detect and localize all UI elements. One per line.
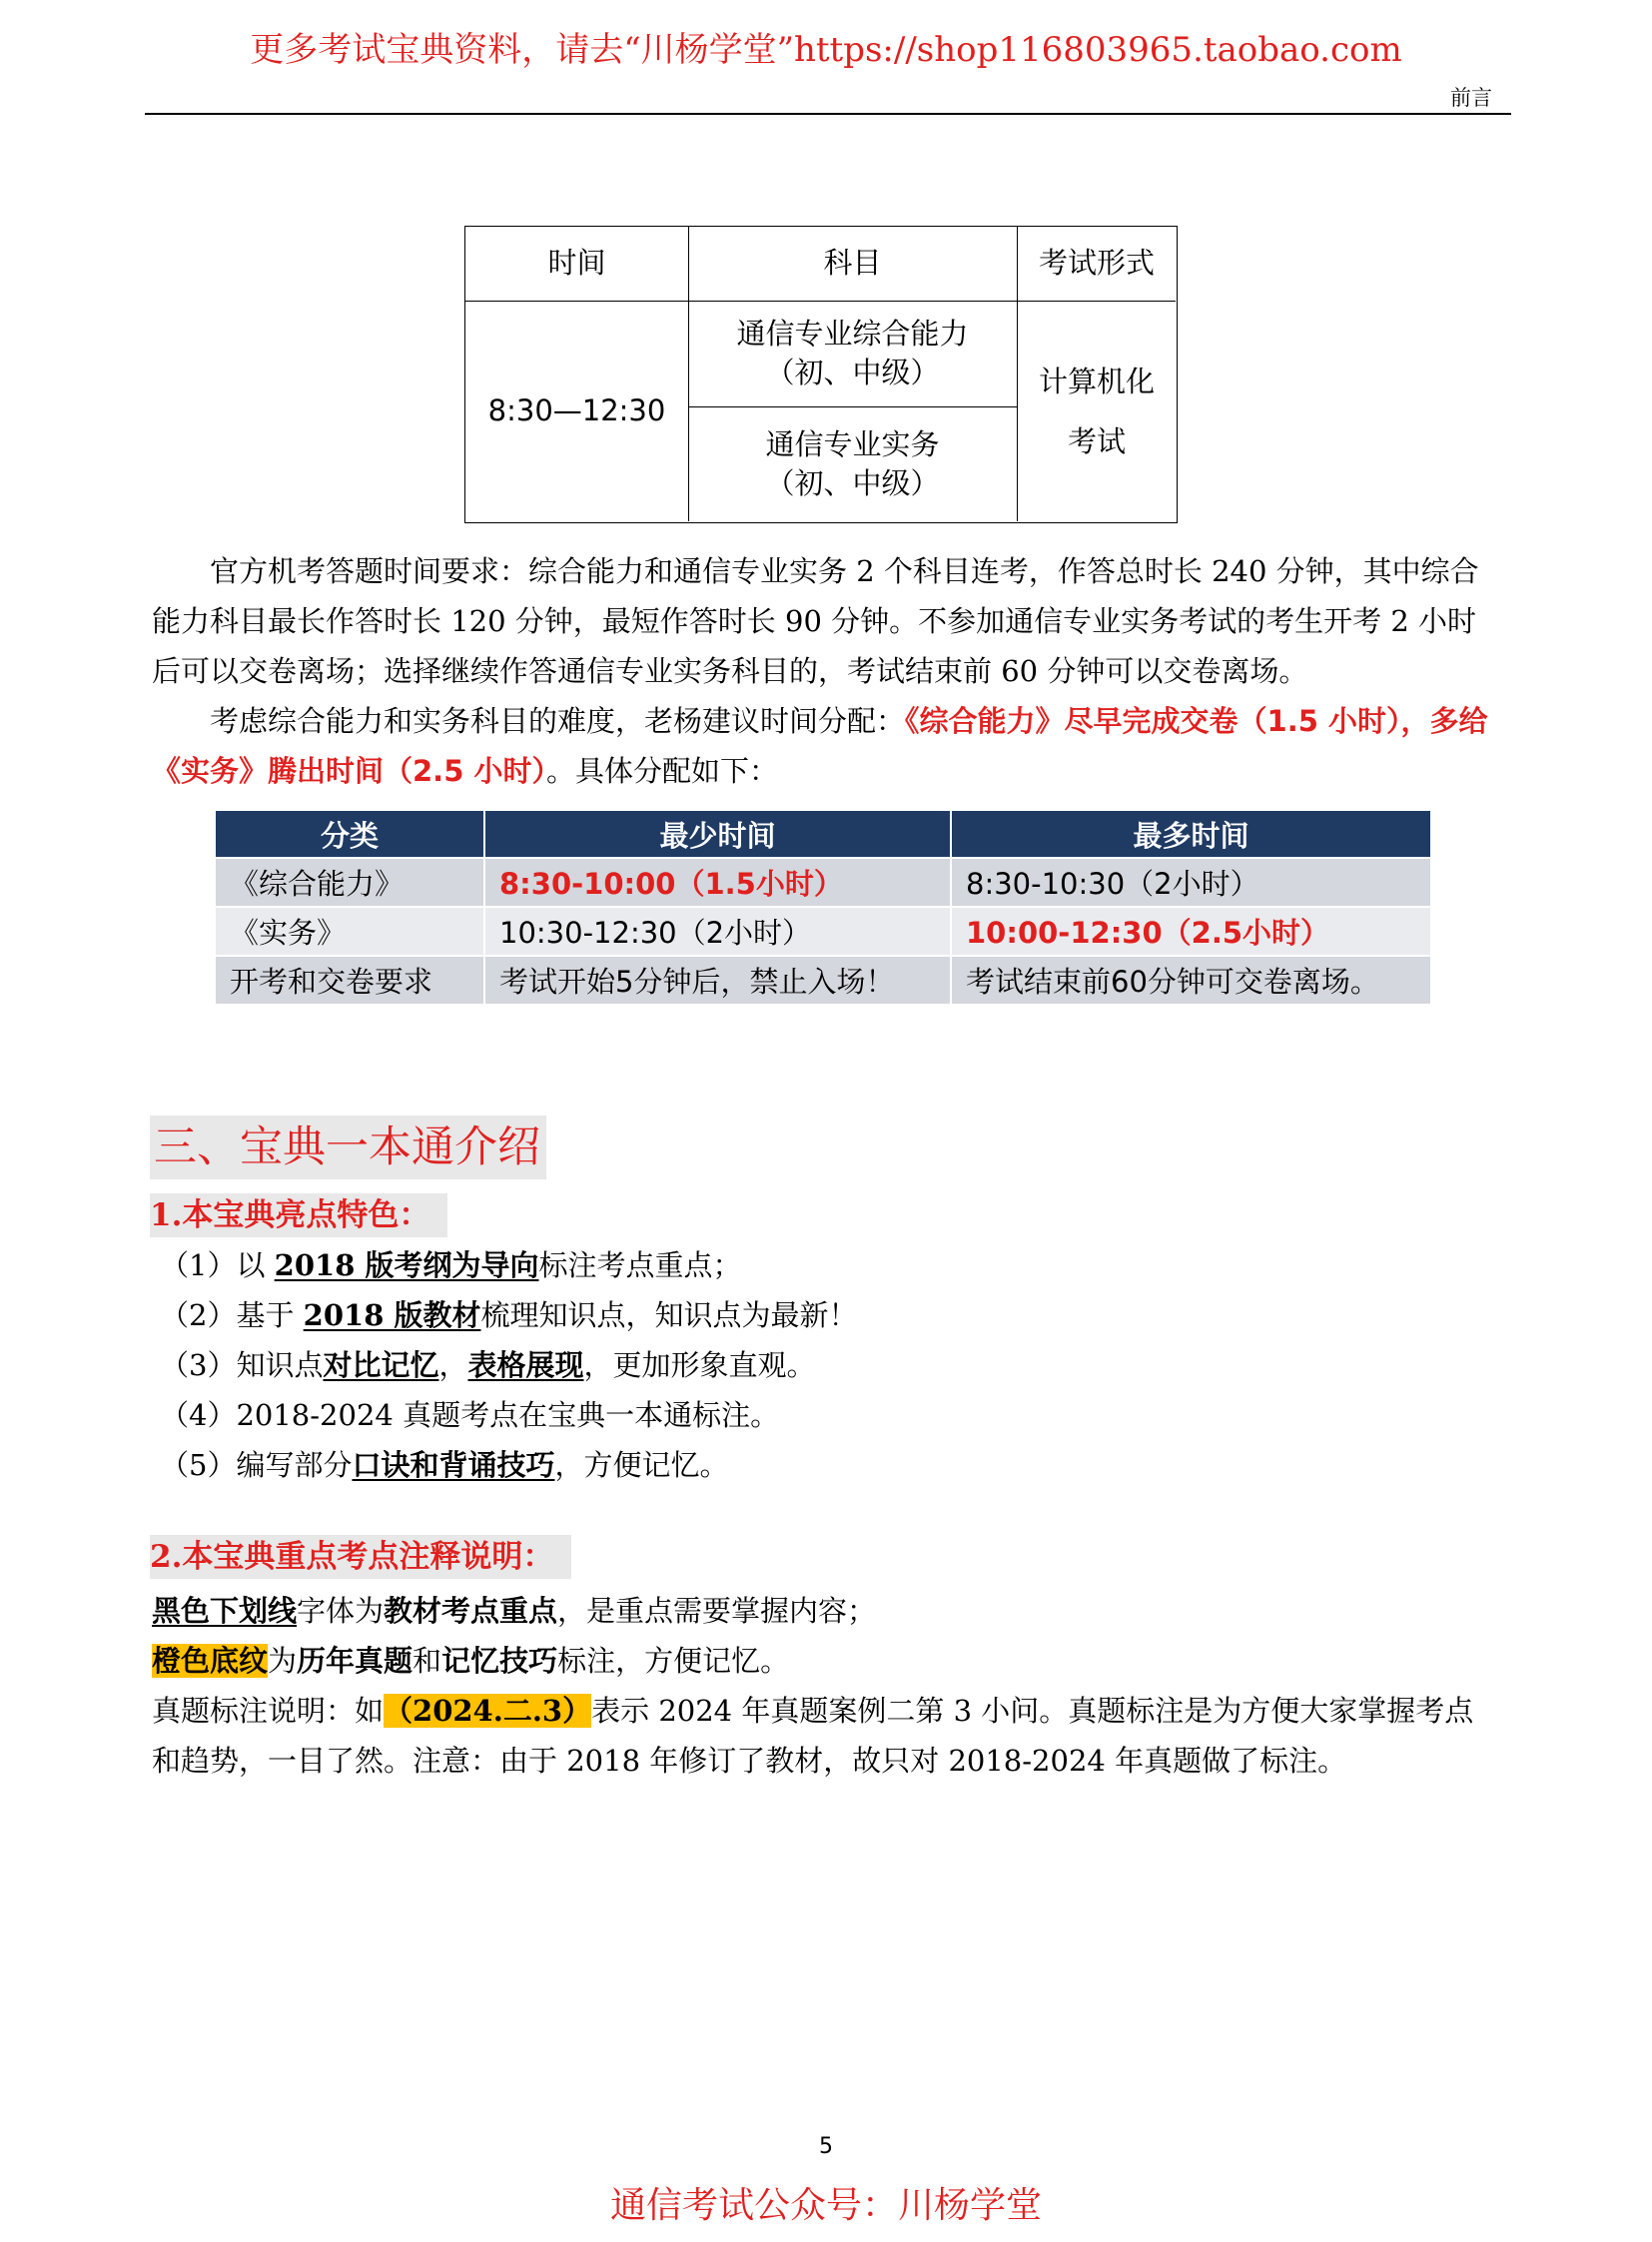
- advice-emphasis: 《综合能力》尽早完成交卷（1.5 小时），多给《实务》腾出时间（2.5 小时）: [152, 704, 1488, 788]
- subject-comprehensive-cell: [688, 301, 1017, 406]
- header-format: 考试形式: [1038, 246, 1155, 281]
- row-min-time: 考试开始5分钟后，禁止入场！: [485, 955, 952, 1004]
- list-item: （5）编写部分口诀和背诵技巧，方便记忆。: [160, 1448, 729, 1482]
- subject-comprehensive-level: （初、中级）: [765, 356, 940, 389]
- exam-time-cell: 8:30—12:30: [487, 393, 666, 428]
- subject-practice-name: 通信专业实务: [765, 426, 940, 461]
- advice-paragraph: [152, 696, 1500, 796]
- underline-legend: 黑色下划线: [152, 1594, 298, 1628]
- exam-reference-example: （2024.二.3）: [384, 1694, 592, 1728]
- row-max-time: 8:30-10:30（2小时）: [952, 857, 1430, 906]
- subject-practice-cell: [688, 406, 1017, 522]
- row-max-time: 10:00-12:30（2.5小时）: [952, 906, 1430, 955]
- row-min-time: 10:30-12:30（2小时）: [485, 906, 952, 955]
- time-allocation-table: [216, 811, 1430, 1004]
- col-header-category: 分类: [216, 811, 485, 857]
- note-line: 黑色下划线字体为教材考点重点，是重点需要掌握内容；: [152, 1594, 877, 1628]
- note-line: 真题标注说明：如（2024.二.3）表示 2024 年真题案例二第 3 小问。真题标注是为方便大家掌握考点: [152, 1694, 1474, 1728]
- advice-tail: 。具体分配如下：: [545, 754, 778, 788]
- col-header-max-time: 最多时间: [952, 811, 1430, 857]
- subject-comprehensive-name: 通信专业综合能力: [736, 316, 969, 351]
- running-head: 前言: [1450, 86, 1492, 110]
- row-category: 《实务》: [216, 906, 485, 955]
- list-item: （4）2018-2024 真题考点在宝典一本通标注。: [160, 1398, 780, 1432]
- official-time-paragraph: [152, 546, 1500, 696]
- list-item: （2）基于 2018 版教材梳理知识点，知识点为最新！: [160, 1298, 858, 1332]
- subject-practice-level: （初、中级）: [765, 466, 940, 500]
- underlined-keypoint: 表格展现: [467, 1348, 584, 1382]
- table-row: [216, 857, 1430, 906]
- subheading-annotations: 2.本宝典重点考点注释说明：: [150, 1535, 571, 1579]
- note-line: 和趋势，一目了然。注意：由于 2018 年修订了教材，故只对 2018-2024 年真题做了标注。: [152, 1744, 1347, 1778]
- footer-banner: 通信考试公众号：川杨学堂: [609, 2185, 1042, 2226]
- exam-format-cell: [1017, 301, 1177, 522]
- exam-schedule-table: [464, 226, 1178, 523]
- row-category: 《综合能力》: [216, 857, 485, 906]
- underlined-keypoint: 2018 版考纲为导向: [274, 1248, 539, 1282]
- top-banner: 更多考试宝典资料，请去“川杨学堂”https://shop116803965.taobao.com: [250, 30, 1402, 70]
- list-item: （3）知识点对比记忆，表格展现，更加形象直观。: [160, 1348, 816, 1382]
- row-min-time: 8:30-10:00（1.5小时）: [485, 857, 952, 906]
- advice-intro: 考虑综合能力和实务科目的难度，老杨建议时间分配：: [210, 704, 906, 738]
- table-row: [216, 906, 1430, 955]
- col-header-min-time: 最少时间: [485, 811, 952, 857]
- section-heading: 三、宝典一本通介绍: [150, 1116, 546, 1179]
- official-time-text: 官方机考答题时间要求：综合能力和通信专业实务 2 个科目连考，作答总时长 240 分钟，其中综合能力科目最长作答时长 120 分钟，最短作答时长 90 分钟。不参加通信专业实务考试的考生开考 2 小时后可以交卷离场；选择继续作答通信专业实务科目的，考试结束前 60 分钟可以交卷离场。: [152, 554, 1479, 688]
- subheading-highlights: 1.本宝典亮点特色：: [150, 1193, 447, 1237]
- underlined-keypoint: 对比记忆: [323, 1348, 439, 1382]
- page-number: 5: [819, 2134, 833, 2159]
- list-item: （1）以 2018 版考纲为导向标注考点重点；: [160, 1248, 742, 1282]
- highlight-legend: 橙色底纹: [152, 1644, 269, 1678]
- row-max-time: 考试结束前60分钟可交卷离场。: [952, 955, 1430, 1004]
- underlined-keypoint: 2018 版教材: [303, 1298, 481, 1332]
- header-time: 时间: [547, 246, 606, 281]
- row-category: 开考和交卷要求: [216, 955, 485, 1004]
- header-rule: [145, 113, 1511, 115]
- table-header-row: [216, 811, 1430, 857]
- exam-format-line2: 考试: [1067, 424, 1126, 458]
- note-line: 橙色底纹为历年真题和记忆技巧标注，方便记忆。: [152, 1644, 790, 1678]
- exam-format-line1: 计算机化: [1038, 365, 1155, 398]
- table-row: [216, 955, 1430, 1004]
- underlined-keypoint: 口诀和背诵技巧: [352, 1448, 555, 1482]
- header-subject: 科目: [823, 246, 882, 281]
